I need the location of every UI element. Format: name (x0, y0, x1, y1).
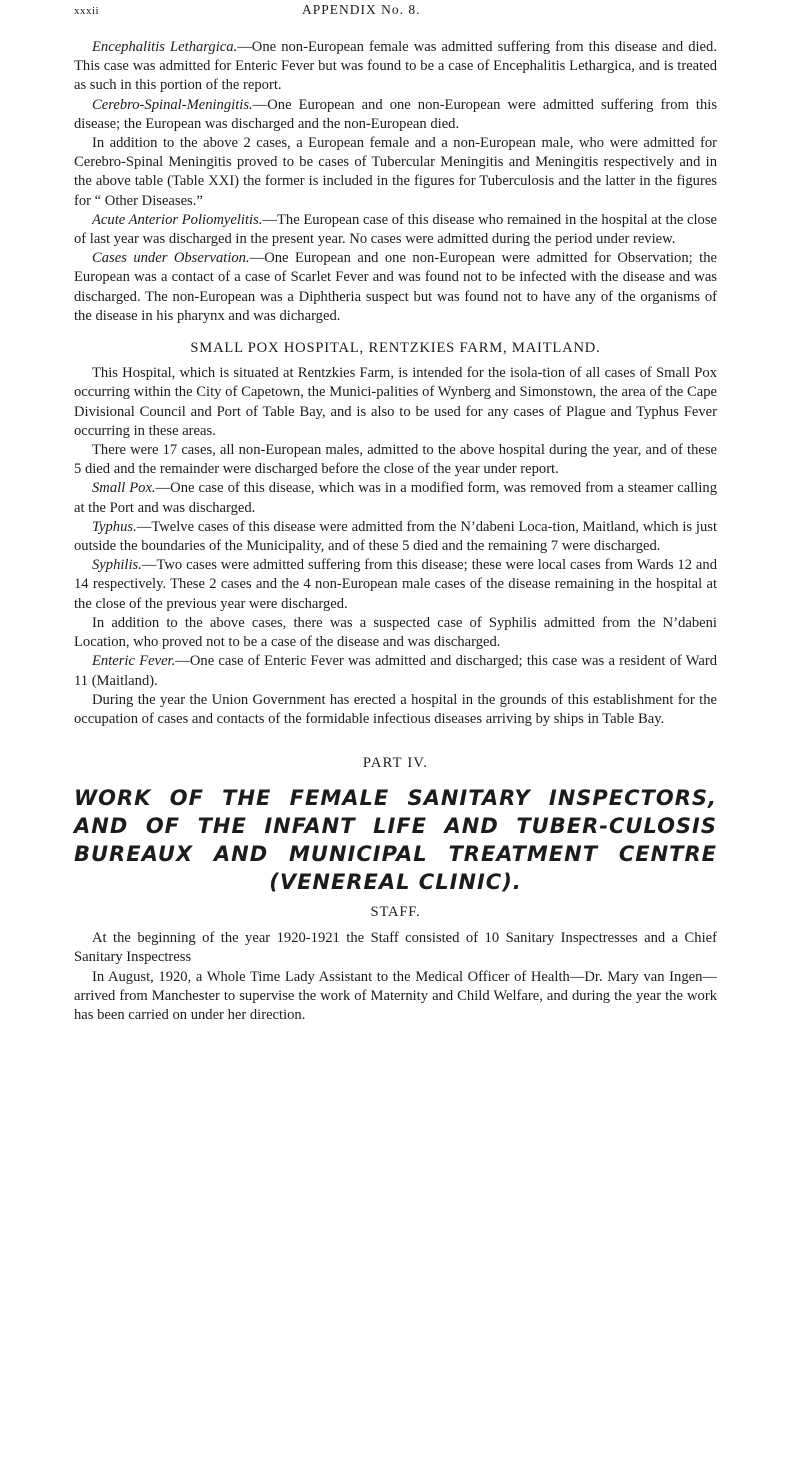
running-head: APPENDIX No. 8. (302, 2, 421, 17)
paragraph-encephalitis (74, 38, 717, 96)
staff-title: STAFF. (370, 904, 421, 921)
disease-term: Syphilis. (92, 557, 142, 574)
disease-term: Small Pox. (92, 480, 156, 497)
paragraph-staff-2: In August, 1920, a Whole Time Lady Assistant to the Medical Officer of Health—Dr. Mary van Ingen—arrived from Manchester to supervise the work of Maternity and Child Welfare, and during the year the work has been carried on under her direction. (74, 968, 717, 1023)
paragraph-text: —One non-European female was admitted suffering from this disease and died. This case was admitted for Enteric Fever but was found to be a case of Encephalitis Lethargica, and is treated as such in this portion of the report. (74, 39, 717, 94)
paragraph-hospital-intro: This Hospital, which is situated at Rentzkies Farm, is intended for the isola-tion of all cases of Small Pox occurring within the City of Capetown, the Munici-palities of Wynberg and Simonstown, the area of the Cape Divisional Council and Port of Table Bay, and is also to be used for any cases of Plague and Typhus Fever occurring in these areas. (74, 365, 717, 439)
paragraph-union-government: During the year the Union Government has erected a hospital in the grounds of this establishment for the occupation of cases and contacts of the formidable infectious diseases arriving by ships in Table Bay. (74, 691, 717, 727)
part-heading: WORK OF THE FEMALE SANITARY INSPECTORS, AND OF THE INFANT LIFE AND TUBER-CULOSIS BUREAUX AND MUNICIPAL TREATMENT CENTRE (VENEREAL CLINIC). (74, 786, 717, 895)
paragraph-text: —The European case of this disease who remained in the hospital at the close of last year was discharged in the present year. No cases were admitted during the period under review. (74, 211, 717, 248)
paragraph-staff-1: At the beginning of the year 1920-1921 the Staff consisted of 10 Sanitary Inspectresses and a Chief Sanitary Inspectress (74, 930, 717, 966)
disease-term: Enteric Fever. (92, 653, 176, 670)
paragraph-text: —Two cases were admitted suffering from this disease; these were local cases from Wards 12 and 14 respectively. These 2 cases and the 4 non-European male cases of the disease remaining in the hospital at the close of the previous year were discharged. (74, 557, 717, 612)
paragraph-cerebro-addition: In addition to the above 2 cases, a European female and a non-European male, who were admitted for Cerebro-Spinal Meningitis proved to be cases of Tubercular Meningitis and Meningitis respectively and in the above table (Table XXI) the former is included in the figures for Tuberculosis and the latter in the figures for “ Other Diseases.” (74, 135, 717, 209)
paragraph-syphilis-suspect: In addition to the above cases, there was a suspected case of Syphilis admitted from the N’dabeni Location, who proved not to be a case of the disease and was discharged. (74, 614, 717, 651)
section-title-small-pox-hospital: SMALL POX HOSPITAL, RENTZKIES FARM, MAITLAND. (190, 340, 601, 357)
paragraph-text: —One case of this disease, which was in a modified form, was removed from a steamer calling at the Port and was discharged. (74, 480, 717, 516)
disease-term: Acute Anterior Poliomyelitis. (92, 211, 263, 228)
paragraph-text: —One European and one non-European were admitted for Observation; the European was a contact of a case of Scarlet Fever and was found not to be infected with the disease and was discharged. The non-European was a Diphtheria suspect but was found not to have any of the organisms of the disease in his pharynx and was dicharged. (74, 250, 717, 324)
paragraph-text: —One case of Enteric Fever was admitted and discharged; this case was a resident of Ward 11 (Maitland). (74, 653, 717, 689)
disease-term: Typhus. (92, 518, 137, 535)
paragraph-text: —Twelve cases of this disease were admitted from the N’dabeni Loca-tion, Maitland, which is just outside the boundaries of the Municipality, and of these 5 died and the remaining 7 were discharged. (74, 518, 717, 555)
paragraph-syphilis (74, 556, 717, 614)
page-number: xxxii (74, 5, 100, 17)
paragraph-text: —One European and one non-European were admitted suffering from this disease; the European was discharged and the non-European died. (74, 96, 717, 132)
disease-term: Cerebro-Spinal-Meningitis. (92, 96, 253, 113)
part-title: PART IV. (362, 755, 429, 772)
paragraph-enteric (74, 652, 717, 690)
page-header (74, 0, 717, 38)
paragraph-observation (74, 249, 717, 326)
disease-term: Cases under Observation. (92, 250, 250, 267)
paragraph-hospital-cases: There were 17 cases, all non-European males, admitted to the above hospital during the year, and of these 5 died and the remainder were discharged before the close of the year under report. (74, 442, 717, 478)
paragraph-small-pox (74, 479, 717, 517)
paragraph-cerebro-spinal (74, 96, 717, 134)
disease-term: Encephalitis Lethargica. (92, 39, 238, 55)
paragraph-typhus (74, 518, 717, 556)
paragraph-poliomyelitis (74, 211, 717, 249)
